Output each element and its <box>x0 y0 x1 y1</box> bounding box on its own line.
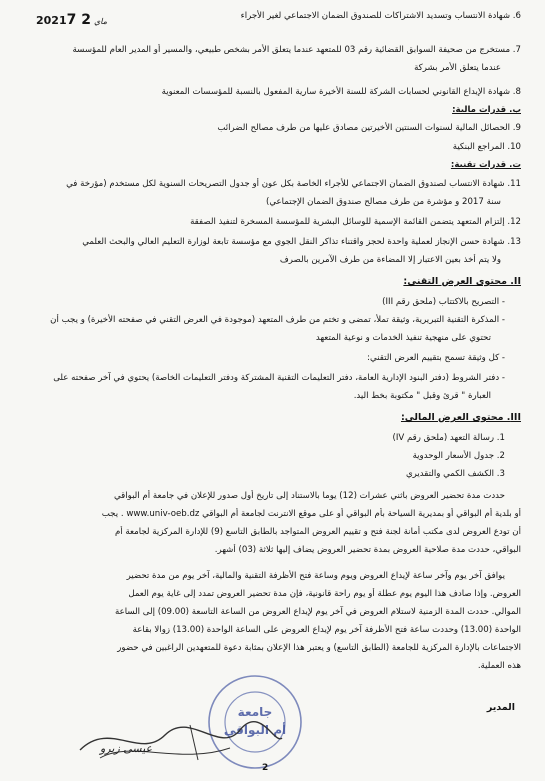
line-item-8: 8. شهادة الإيداع القانوني لحسابات الشركة للسنة الأخيرة سارية المفعول بالنسبة للمؤسسات المعنوية <box>161 87 521 97</box>
date-month: ماي <box>94 17 107 26</box>
financial-item-3: 3. الكشف الكمي والتقديري <box>405 469 505 479</box>
paragraph-1-line-1: حددت مدة تحضير العروض باثني عشرات (12) يوما بالاستناد إلى تاريخ أول صدور للإعلان في جامعة أم البواقي <box>113 491 505 501</box>
line-item-13: 13. شهادة حسن الإنجاز لعملية واحدة لحجز واقتناء تذاكر النقل الجوي مع مؤسسة تابعة لوزارة التعليم العالي والبحث العلمي <box>82 237 521 247</box>
technical-bullet-2-cont: تحتوي على منهجية تنفيذ الخدمات و نوعية المتعهد <box>315 333 491 343</box>
technical-bullet-3: - كل وثيقة تسمح بتقييم العرض التقني: <box>367 353 505 363</box>
paragraph-2-line-3: الموالي. حددت المدة الزمنية لاستلام العروض في آخر يوم لإيداع العروض من الساعة التاسعة (09.00) إلى الساعة <box>115 607 521 617</box>
signatory-title: المدير <box>486 702 515 713</box>
paragraph-2-line-4: الواحدة (13.00) وحددت ساعة فتح الأظرفة آخر يوم لإيداع العروض على الساعة الواحدة (13.00) زوالا بقاعة <box>132 625 521 635</box>
paragraph-2-line-1: يوافق آخر يوم وآخر ساعة لإيداع العروض ويوم وساعة فتح الأظرفة التقنية والمالية، آخر يوم من مدة تحضير <box>126 571 505 581</box>
date-year: 2021 <box>36 14 67 27</box>
paragraph-1-line-4: البواقي، حددت مدة صلاحية العروض بمدة تحضير العروض يضاف إليها ثلاثة (03) أشهر. <box>214 545 521 555</box>
heading-financial: ب. قدرات مالية: <box>452 105 521 115</box>
line-item-7-cont: عندما يتعلق الأمر بشركة <box>414 63 501 73</box>
paragraph-1-line-2: أو بلدية أم البواقي أو بمديرية السياحة بأم البواقي أو على موقع الانترنت لجامعة أم البواقي www.univ-oeb.dz . يجب <box>101 509 521 519</box>
page-number: 2 <box>262 763 269 773</box>
paragraph-2-line-5: الاجتماعات بالإدارة المركزية للجامعة (الطابق التاسع) و يعتبر هذا الإعلان بمثابة دعوة للمتعهدين الراغبين في حضور <box>117 643 521 653</box>
paragraph-1-line-3: أن تودع العروض لدى مكتب أمانة لجنة فتح و تقييم العروض المتواجد بالطابق التاسع (9) للإدارة المركزية لجامعة أم <box>114 527 521 537</box>
line-item-10: 10. المراجع البنكية <box>452 142 521 152</box>
stamp-text-university: جامعة <box>237 705 273 719</box>
technical-bullet-2: - المذكرة التقنية التبريرية، وثيقة تملأ، تمضى و تختم من طرف المتعهد (موجودة في العرض التقني في صفحته الأخيرة) و يجب أن <box>50 315 505 325</box>
line-item-6: 6. شهادة الانتساب وتسديد الاشتراكات للصندوق الضمان الاجتماعي لغير الأجراء <box>240 11 521 21</box>
financial-item-1: 1. رسالة التعهد (ملحق رقم IV) <box>392 433 505 443</box>
handwritten-signature <box>70 710 290 770</box>
paragraph-2-line-6: هذه العملية. <box>477 661 521 671</box>
line-item-9: 9. الحصائل المالية لسنوات السنتين الأخيرتين مصادق عليها من طرف مصالح الضرائب <box>217 123 521 133</box>
technical-bullet-1: - التصريح بالاكتتاب (ملحق رقم III) <box>382 297 505 307</box>
line-item-12: 12. إلتزام المتعهد يتضمن القائمة الإسمية للوسائل البشرية للمؤسسة المسخرة لتنفيذ الصفقة <box>190 217 521 227</box>
heading-technical-offer: II. محتوى العرض التقني: <box>403 276 521 287</box>
heading-financial-offer: III. محتوى العرض المالي: <box>400 412 521 423</box>
signatory-name: عيسى زيرو <box>100 742 153 755</box>
line-item-13-cont: ولا يتم أخذ بعين الاعتبار إلا المضاءة من طرف الآمرين بالصرف <box>279 255 501 265</box>
line-item-7: 7. مستخرج من صحيفة السوابق القضائية رقم 03 للمتعهد عندما يتعلق الأمر بشخص طبيعي، والمسير أو المدير العام للمؤسسة <box>72 45 521 55</box>
heading-technical: ت. قدرات تقنية: <box>450 160 521 170</box>
stamp-text-city: أم البواقي <box>223 723 287 737</box>
technical-bullet-4: - دفتر الشروط (دفتر البنود الإدارية العامة، دفتر التعليمات التقنية المشتركة ودفتر التعليمات الخاصة) يحتوي في آخر صفحته على <box>53 373 505 383</box>
line-item-11-cont: سنة 2017 و مؤشرة من طرف مصالح صندوق الضمان الإجتماعي) <box>266 197 501 207</box>
line-item-11: 11. شهادة الانتساب لصندوق الضمان الاجتماعي للأجراء الخاصة بكل عون أو جدول التصريحات السنوية لكل مستخدم (مؤرخة في <box>66 179 521 189</box>
paragraph-2-line-2: العروض. وإذا صادف هذا اليوم يوم عطلة أو يوم راحة قانونية، فإن مدة تحضير العروض تمدد إلى غاية يوم العمل <box>128 589 521 599</box>
date-day: 2 7 <box>66 12 91 28</box>
financial-item-2: 2. جدول الأسعار الوحدوية <box>412 451 505 461</box>
technical-bullet-4-cont: العبارة " قرئ وقبل " مكتوبة بخط اليد. <box>353 391 491 401</box>
